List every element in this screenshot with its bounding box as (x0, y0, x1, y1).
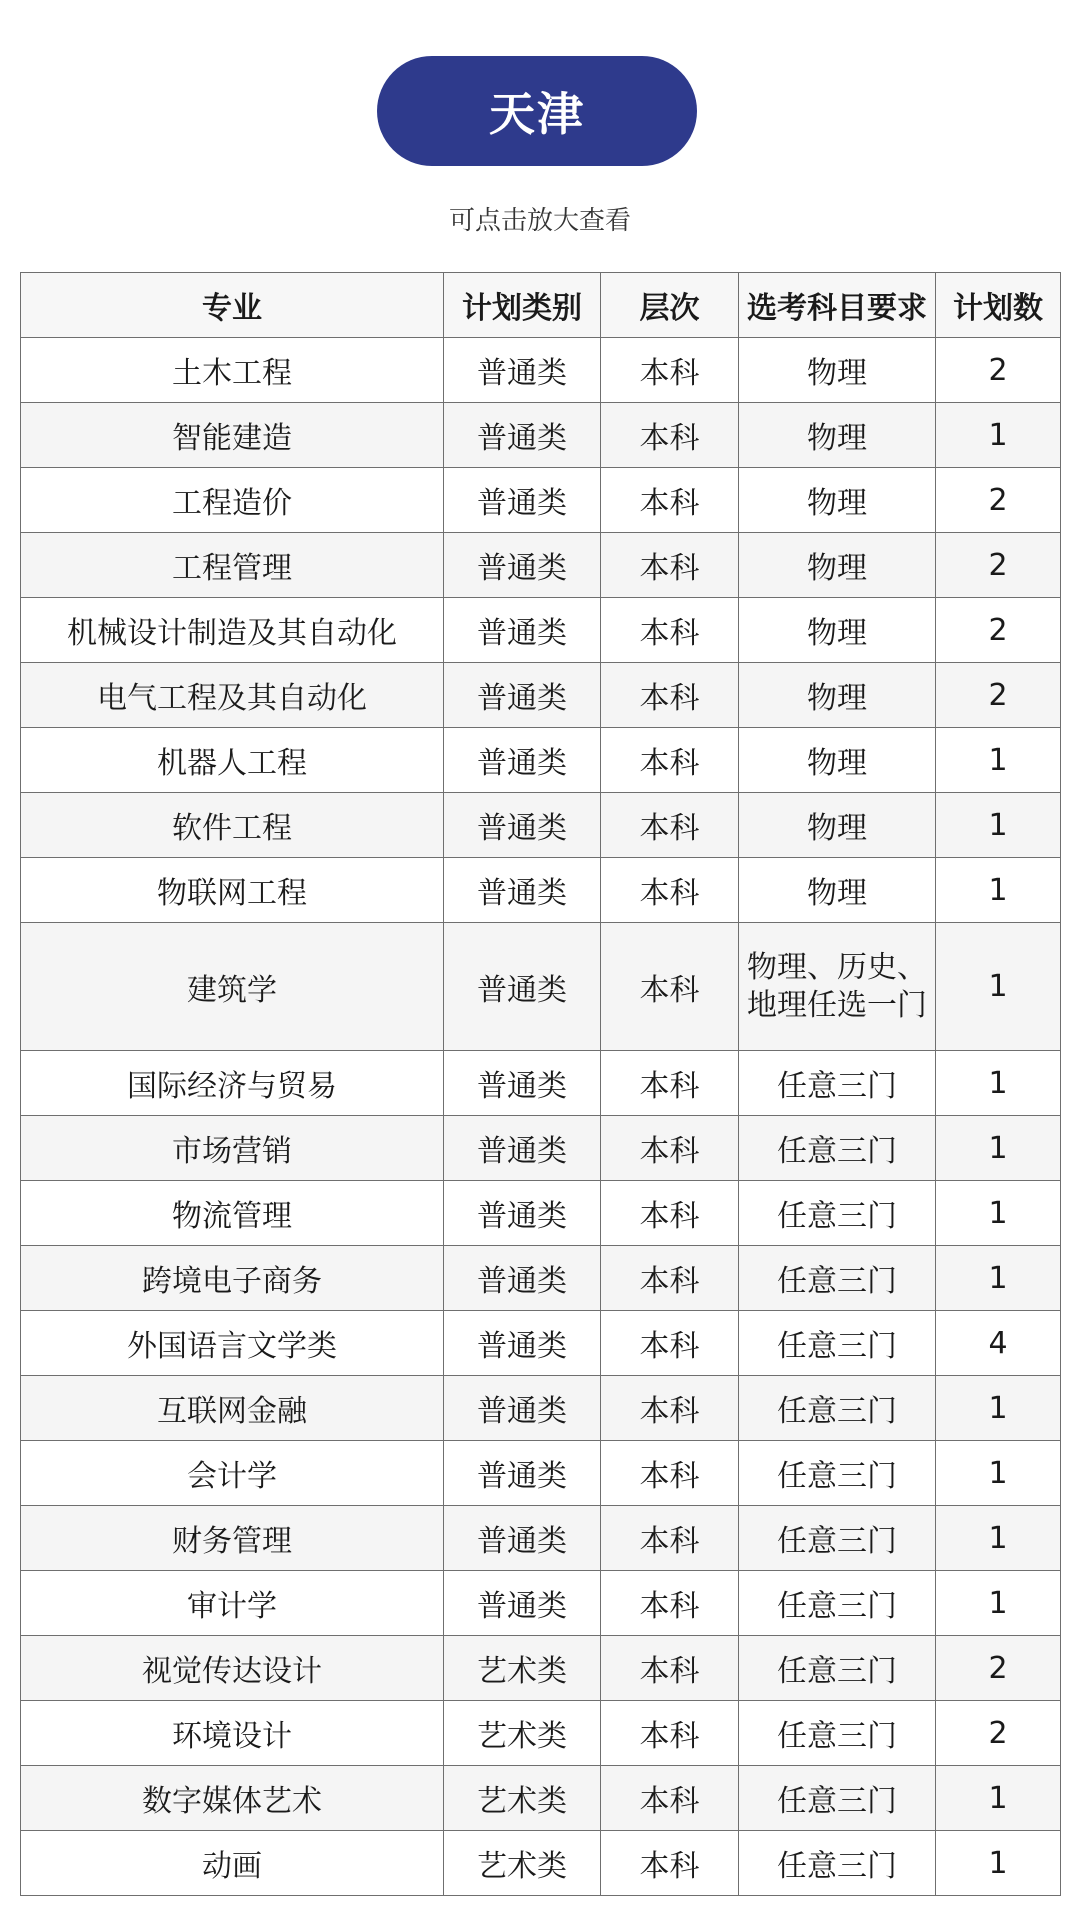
category-cell: 普通类 (444, 728, 601, 793)
level-cell: 本科 (601, 1506, 739, 1571)
count-cell: 4 (936, 1311, 1061, 1376)
category-cell: 普通类 (444, 1441, 601, 1506)
category-cell: 普通类 (444, 1051, 601, 1116)
table-row (21, 1571, 1061, 1636)
major-cell: 市场营销 (21, 1116, 444, 1181)
major-cell: 软件工程 (21, 793, 444, 858)
level-cell: 本科 (601, 1441, 739, 1506)
table-row (21, 1181, 1061, 1246)
count-cell: 1 (936, 1831, 1061, 1896)
table-row (21, 403, 1061, 468)
column-header-category: 计划类别 (444, 273, 601, 338)
count-cell: 2 (936, 1636, 1061, 1701)
requirement-cell: 任意三门 (739, 1441, 936, 1506)
requirement-cell: 任意三门 (739, 1116, 936, 1181)
table-row (21, 1051, 1061, 1116)
requirement-cell: 任意三门 (739, 1311, 936, 1376)
count-cell: 1 (936, 1376, 1061, 1441)
count-cell: 2 (936, 663, 1061, 728)
level-cell: 本科 (601, 1311, 739, 1376)
level-cell: 本科 (601, 533, 739, 598)
major-cell: 电气工程及其自动化 (21, 663, 444, 728)
major-cell: 智能建造 (21, 403, 444, 468)
requirement-cell: 物理 (739, 728, 936, 793)
level-cell: 本科 (601, 1051, 739, 1116)
region-title-badge: 天津 (377, 56, 697, 166)
count-cell: 1 (936, 728, 1061, 793)
column-header-count: 计划数 (936, 273, 1061, 338)
table-row (21, 858, 1061, 923)
requirement-cell: 物理 (739, 533, 936, 598)
category-cell: 普通类 (444, 1116, 601, 1181)
enrollment-plan-table[interactable] (20, 272, 1061, 1896)
zoom-hint-text: 可点击放大查看 (448, 206, 631, 236)
table-row (21, 468, 1061, 533)
table-row (21, 663, 1061, 728)
major-cell: 跨境电子商务 (21, 1246, 444, 1311)
table-row (21, 923, 1061, 1051)
count-cell: 1 (936, 1246, 1061, 1311)
level-cell: 本科 (601, 923, 739, 1051)
level-cell: 本科 (601, 1246, 739, 1311)
requirement-cell: 物理、历史、地理任选一门 (739, 923, 936, 1051)
major-cell: 土木工程 (21, 338, 444, 403)
table-row (21, 598, 1061, 663)
table-row (21, 1701, 1061, 1766)
category-cell: 艺术类 (444, 1701, 601, 1766)
level-cell: 本科 (601, 1766, 739, 1831)
column-header-requirement: 选考科目要求 (739, 273, 936, 338)
major-cell: 视觉传达设计 (21, 1636, 444, 1701)
requirement-cell: 任意三门 (739, 1181, 936, 1246)
requirement-cell: 任意三门 (739, 1701, 936, 1766)
table-row (21, 728, 1061, 793)
major-cell: 建筑学 (21, 923, 444, 1051)
requirement-cell: 物理 (739, 338, 936, 403)
category-cell: 普通类 (444, 533, 601, 598)
table-row (21, 1311, 1061, 1376)
requirement-cell: 任意三门 (739, 1831, 936, 1896)
category-cell: 艺术类 (444, 1831, 601, 1896)
major-cell: 数字媒体艺术 (21, 1766, 444, 1831)
major-cell: 物联网工程 (21, 858, 444, 923)
count-cell: 1 (936, 1766, 1061, 1831)
category-cell: 普通类 (444, 663, 601, 728)
count-cell: 2 (936, 338, 1061, 403)
table-row (21, 1441, 1061, 1506)
category-cell: 艺术类 (444, 1766, 601, 1831)
category-cell: 普通类 (444, 598, 601, 663)
requirement-cell: 物理 (739, 858, 936, 923)
table-row (21, 533, 1061, 598)
major-cell: 互联网金融 (21, 1376, 444, 1441)
count-cell: 1 (936, 1051, 1061, 1116)
category-cell: 普通类 (444, 468, 601, 533)
requirement-cell: 任意三门 (739, 1376, 936, 1441)
category-cell: 普通类 (444, 858, 601, 923)
major-cell: 外国语言文学类 (21, 1311, 444, 1376)
count-cell: 2 (936, 1701, 1061, 1766)
level-cell: 本科 (601, 468, 739, 533)
requirement-cell: 任意三门 (739, 1246, 936, 1311)
level-cell: 本科 (601, 1376, 739, 1441)
level-cell: 本科 (601, 1831, 739, 1896)
requirement-cell: 任意三门 (739, 1051, 936, 1116)
category-cell: 艺术类 (444, 1636, 601, 1701)
level-cell: 本科 (601, 1701, 739, 1766)
requirement-cell: 任意三门 (739, 1506, 936, 1571)
count-cell: 1 (936, 1441, 1061, 1506)
table-row (21, 1766, 1061, 1831)
category-cell: 普通类 (444, 923, 601, 1051)
major-cell: 环境设计 (21, 1701, 444, 1766)
level-cell: 本科 (601, 858, 739, 923)
table-header-row (21, 273, 1061, 338)
category-cell: 普通类 (444, 1571, 601, 1636)
table-row (21, 1116, 1061, 1181)
level-cell: 本科 (601, 598, 739, 663)
requirement-cell: 物理 (739, 793, 936, 858)
major-cell: 工程管理 (21, 533, 444, 598)
level-cell: 本科 (601, 403, 739, 468)
category-cell: 普通类 (444, 793, 601, 858)
count-cell: 1 (936, 403, 1061, 468)
count-cell: 1 (936, 923, 1061, 1051)
count-cell: 1 (936, 1116, 1061, 1181)
requirement-cell: 物理 (739, 598, 936, 663)
major-cell: 审计学 (21, 1571, 444, 1636)
level-cell: 本科 (601, 793, 739, 858)
category-cell: 普通类 (444, 403, 601, 468)
table-row (21, 793, 1061, 858)
table-row (21, 1636, 1061, 1701)
table-row (21, 1376, 1061, 1441)
column-header-major: 专业 (21, 273, 444, 338)
level-cell: 本科 (601, 1636, 739, 1701)
major-cell: 机械设计制造及其自动化 (21, 598, 444, 663)
count-cell: 1 (936, 1571, 1061, 1636)
level-cell: 本科 (601, 338, 739, 403)
level-cell: 本科 (601, 728, 739, 793)
category-cell: 普通类 (444, 1311, 601, 1376)
category-cell: 普通类 (444, 1181, 601, 1246)
category-cell: 普通类 (444, 338, 601, 403)
count-cell: 1 (936, 1506, 1061, 1571)
column-header-level: 层次 (601, 273, 739, 338)
table-row (21, 1246, 1061, 1311)
requirement-cell: 物理 (739, 663, 936, 728)
count-cell: 2 (936, 598, 1061, 663)
count-cell: 1 (936, 1181, 1061, 1246)
level-cell: 本科 (601, 1116, 739, 1181)
category-cell: 普通类 (444, 1376, 601, 1441)
category-cell: 普通类 (444, 1246, 601, 1311)
major-cell: 物流管理 (21, 1181, 444, 1246)
count-cell: 1 (936, 858, 1061, 923)
requirement-cell: 物理 (739, 403, 936, 468)
count-cell: 1 (936, 793, 1061, 858)
count-cell: 2 (936, 533, 1061, 598)
major-cell: 动画 (21, 1831, 444, 1896)
level-cell: 本科 (601, 1181, 739, 1246)
requirement-cell: 物理 (739, 468, 936, 533)
level-cell: 本科 (601, 663, 739, 728)
major-cell: 工程造价 (21, 468, 444, 533)
major-cell: 国际经济与贸易 (21, 1051, 444, 1116)
requirement-cell: 任意三门 (739, 1571, 936, 1636)
requirement-cell: 任意三门 (739, 1636, 936, 1701)
major-cell: 财务管理 (21, 1506, 444, 1571)
table-row (21, 338, 1061, 403)
major-cell: 会计学 (21, 1441, 444, 1506)
table-row (21, 1831, 1061, 1896)
major-cell: 机器人工程 (21, 728, 444, 793)
level-cell: 本科 (601, 1571, 739, 1636)
category-cell: 普通类 (444, 1506, 601, 1571)
count-cell: 2 (936, 468, 1061, 533)
table-row (21, 1506, 1061, 1571)
requirement-cell: 任意三门 (739, 1766, 936, 1831)
